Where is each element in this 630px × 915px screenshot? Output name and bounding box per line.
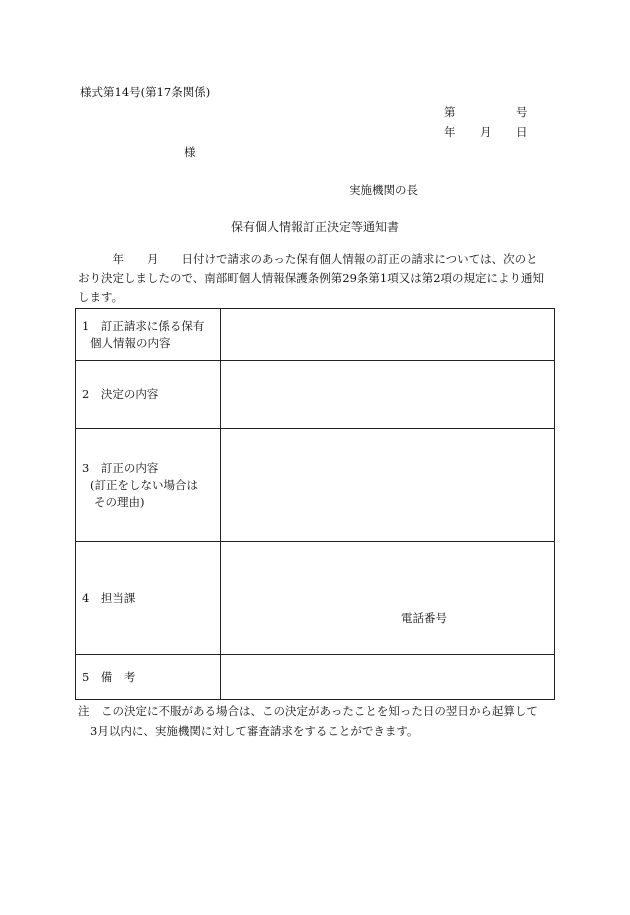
row-label: [76, 655, 221, 700]
table-row-remarks: [76, 655, 555, 700]
issuer: 実施機関の長: [349, 183, 418, 197]
row-label: [76, 429, 221, 542]
table-row-correction-info: [76, 309, 555, 361]
label-line: 3 訂正の内容: [82, 460, 159, 475]
footnote: [78, 701, 538, 741]
value-cell-correction-info[interactable]: [221, 309, 555, 361]
label-line: (訂正をしない場合は: [90, 477, 198, 492]
date-month: 月: [480, 125, 492, 139]
body-line-3: します。: [78, 290, 124, 304]
addressee-suffix: 様: [184, 145, 196, 159]
value-cell-decision-content[interactable]: [221, 361, 555, 429]
label-line: その理由): [94, 494, 145, 509]
row-label: [76, 361, 221, 429]
label-line: 2 決定の内容: [82, 387, 159, 401]
value-cell-department[interactable]: [221, 542, 555, 655]
label-line: 4 担当課: [82, 590, 136, 605]
label-line: 1 訂正請求に係る保有: [82, 318, 205, 333]
row-label: [76, 542, 221, 655]
doc-number-prefix: 第: [444, 105, 456, 119]
value-cell-remarks[interactable]: [221, 655, 555, 700]
decision-table: [75, 308, 555, 700]
date-day: 日: [516, 125, 528, 139]
doc-number-suffix: 号: [516, 105, 528, 119]
table-row-decision-content: [76, 361, 555, 429]
value-cell-correction-content[interactable]: [221, 429, 555, 542]
table-row-department: [76, 542, 555, 655]
phone-number-label: 電話番号: [401, 611, 447, 625]
body-line-1: 年 月 日付けで請求のあった保有個人情報の訂正の請求については、次のと: [78, 252, 538, 266]
body-text: [78, 250, 558, 307]
document-title: 保有個人情報訂正決定等通知書: [230, 220, 399, 234]
footnote-line-2: 3月以内に、実施機関に対して審査請求をすることができます。: [90, 724, 419, 738]
body-line-2: おり決定しましたので、南部町個人情報保護条例第29条第1項又は第2項の規定により通知: [78, 271, 545, 285]
label-line: 個人情報の内容: [90, 335, 171, 350]
table-row-correction-content: [76, 429, 555, 542]
date-year: 年: [444, 125, 456, 139]
footnote-line-1: 注 この決定に不服がある場合は、この決定があったことを知った日の翌日から起算して: [78, 704, 538, 718]
row-label: [76, 309, 221, 361]
form-number: 様式第14号(第17条関係): [80, 85, 211, 99]
label-line: 5 備 考: [82, 669, 136, 684]
